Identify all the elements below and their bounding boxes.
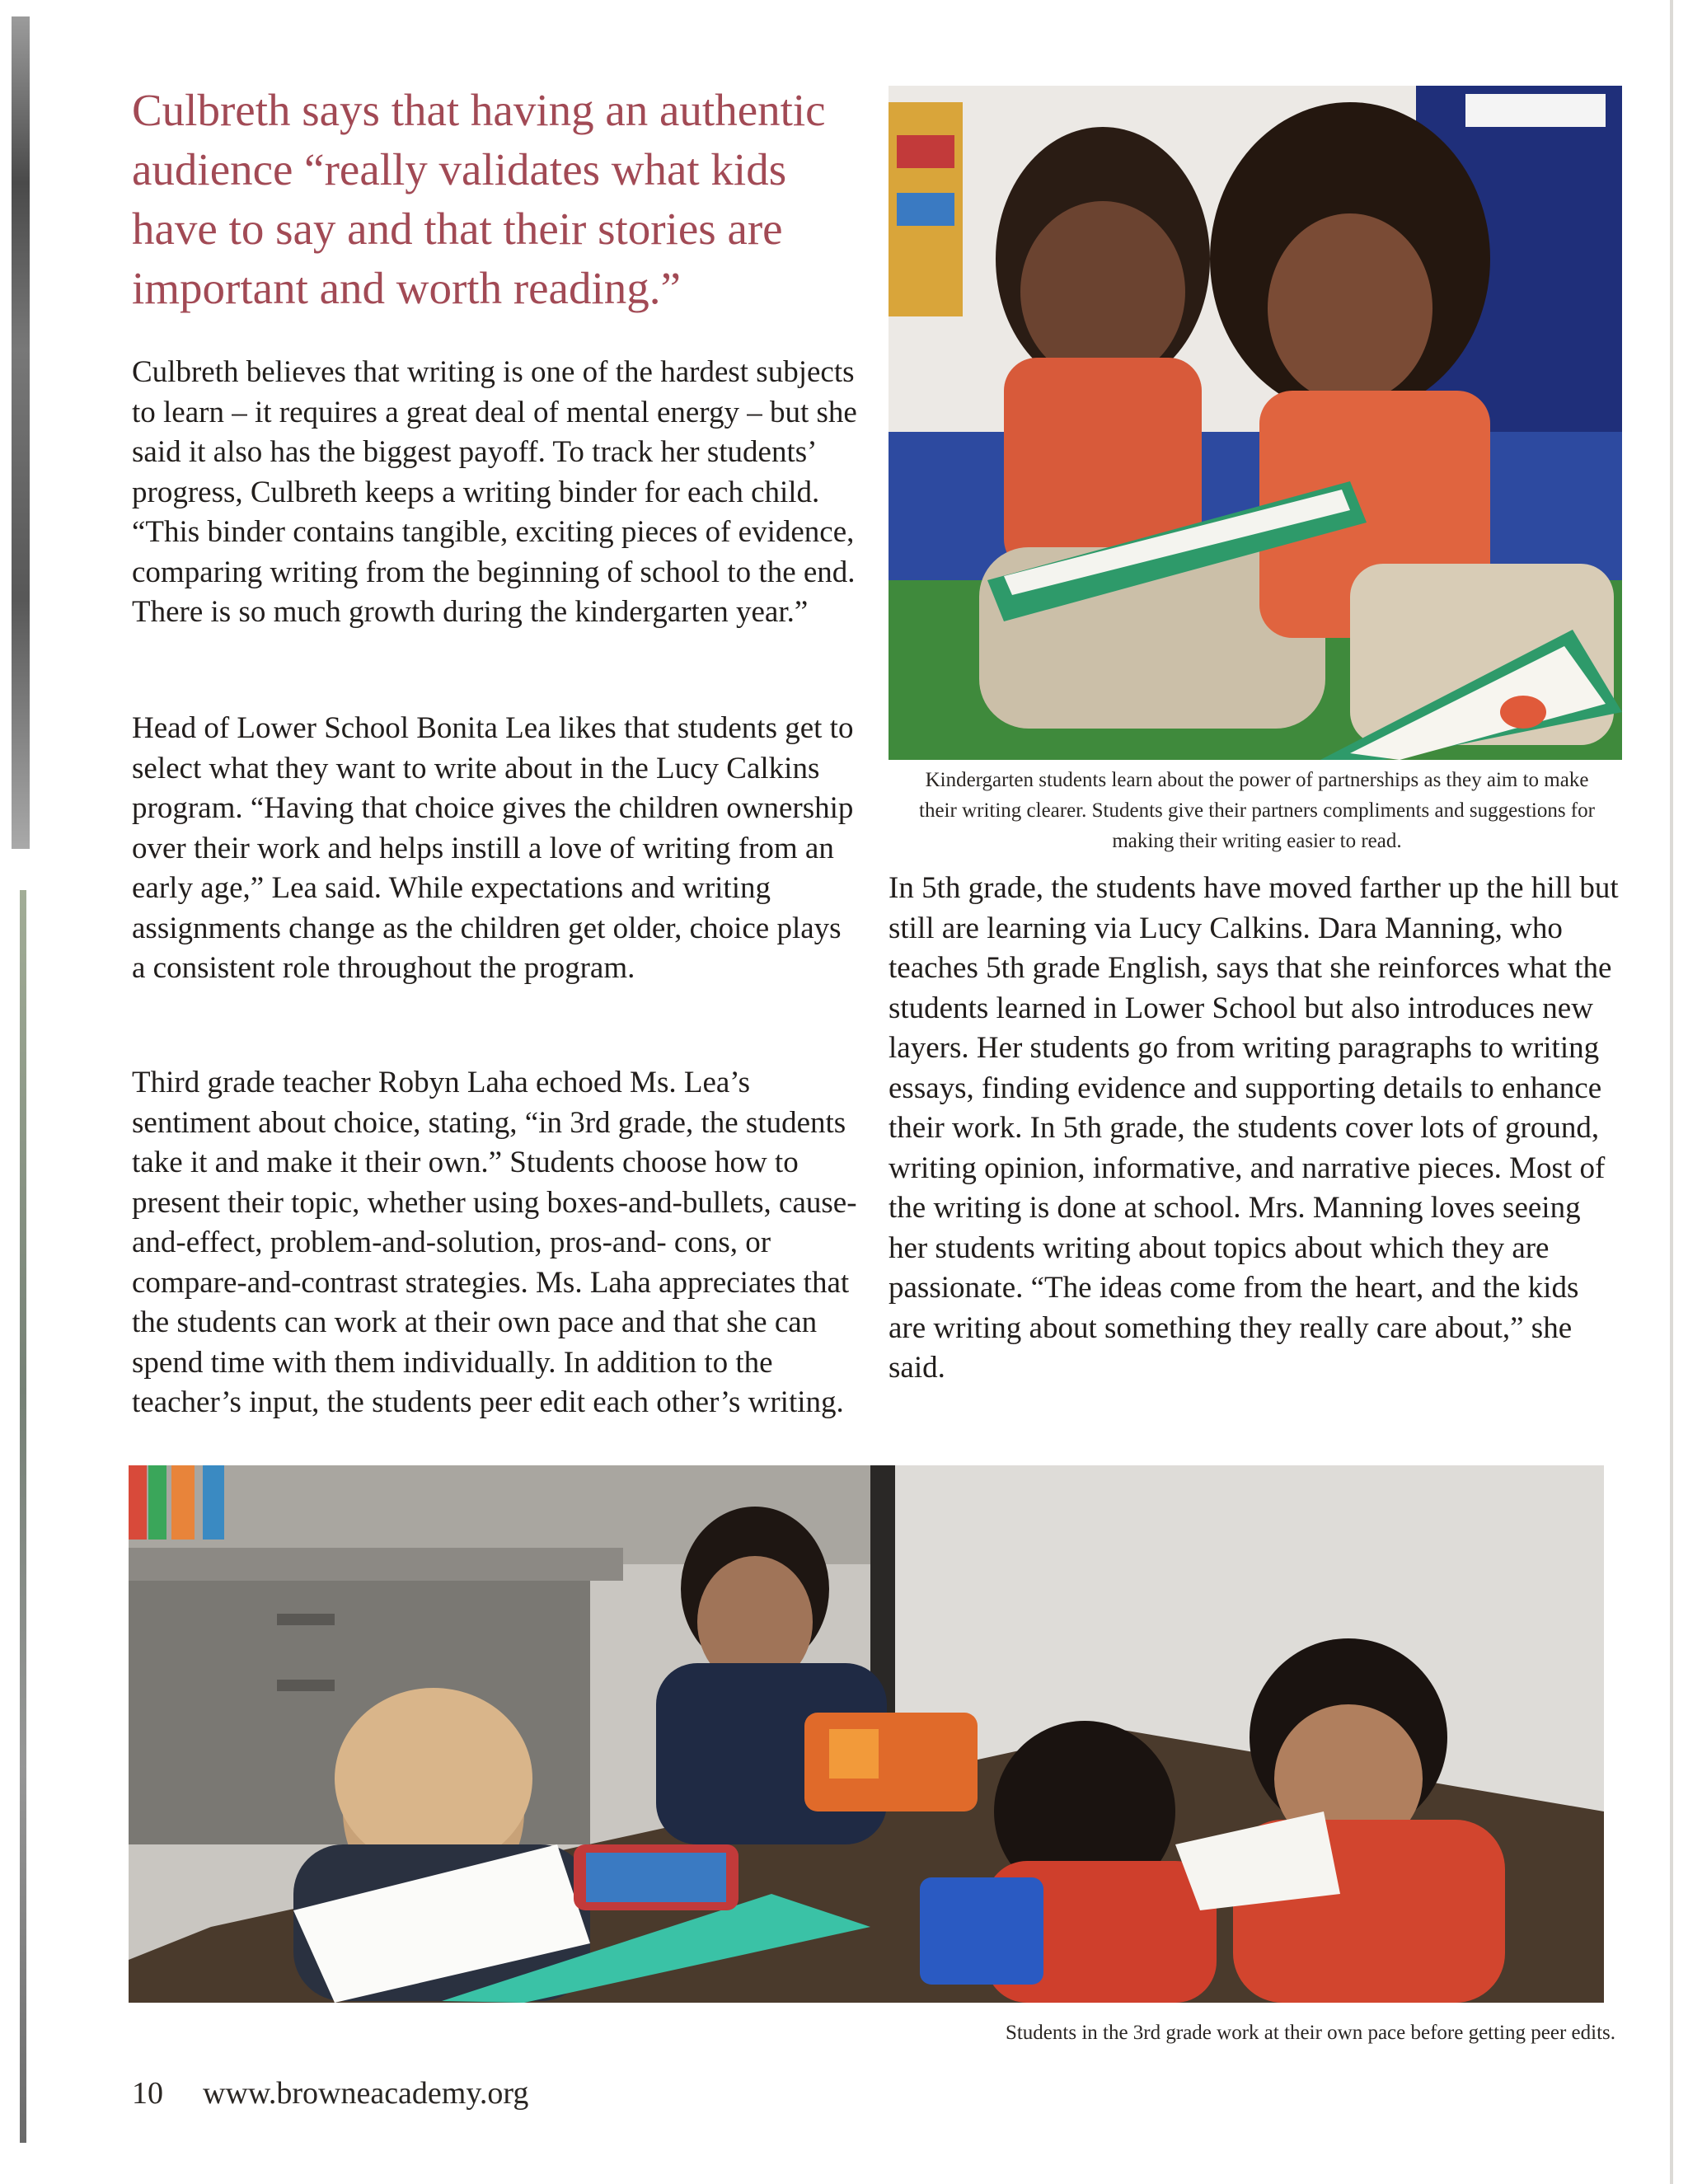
kindergarten-photo-illustration: [889, 86, 1622, 760]
paragraph-dara-manning: In 5th grade, the students have moved farther up the hill but still are learning via Lucy Calkins. Dara Manning, who teaches 5th grade English, says that she reinforces what the students learned in Lower School but also introduces new layers. Her students go from writing paragraphs to writing essays, finding evidence and supporting details to enhance their work. In 5th grade, the students cover lots of ground, writing opinion, informative, and narrative pieces. Most of the writing is done at school. Mrs. Manning loves seeing her students writing about topics about which they are passionate. “The ideas come from the heart, and the kids are writing about something they really care about,” she said.: [889, 871, 1619, 1385]
paragraph-culbreth: Culbreth believes that writing is one of the hardest subjects to learn – it requires a great deal of mental energy – but she said it also has the biggest payoff. To track her students’ progress, Culbreth keeps a writing binder for each child. “This binder contains tangible, exciting pieces of evidence, comparing writing from the beginning of school to the end. There is so much growth during the kindergarten year.”: [132, 355, 857, 629]
third-grade-photo-illustration: [129, 1465, 1604, 2003]
kindergarten-caption: Kindergarten students learn about the power of partnerships as they aim to make their writing clearer. Students give their partners compliments and suggestions for making their writing easier to read.: [919, 769, 1595, 852]
paragraph-robyn-laha: Third grade teacher Robyn Laha echoed Ms. Lea’s sentiment about choice, stating, “in 3rd grade, the students take it and make it their own.” Students choose how to present their topic, whether using boxes-and-bullets, cause-and-effect, problem-and-solution, pros-and- cons, or compare-and-contrast strategies. Ms. Laha appreciates that the students can work at their own pace and that she can spend time with them individually. In addition to the teacher’s input, the students peer edit each other’s writing.: [132, 1066, 857, 1419]
page-footer: [132, 2075, 528, 2111]
third-grade-photo: [129, 1465, 1604, 2003]
website-link[interactable]: www.browneacademy.org: [203, 2076, 529, 2111]
kindergarten-photo: [889, 86, 1622, 760]
scan-edge-left-lower: [20, 890, 26, 2143]
pull-quote: Culbreth says that having an authentic audience “really validates what kids have to say and that their stories are important and worth reading.”: [132, 85, 826, 313]
third-grade-caption: Students in the 3rd grade work at their own pace before getting peer edits.: [1005, 2022, 1615, 2044]
scan-edge-right: [1670, 0, 1673, 2184]
page-number: 10: [132, 2076, 163, 2111]
scan-edge-left: [12, 16, 30, 849]
paragraph-bonita-lea: Head of Lower School Bonita Lea likes that students get to select what they want to write about in the Lucy Calkins program. “Having that choice gives the children ownership over their work and helps instill a love of writing from an early age,” Lea said. While expectations and writing assignments change as the children get older, choice plays a consistent role throughout the program.: [132, 711, 854, 985]
